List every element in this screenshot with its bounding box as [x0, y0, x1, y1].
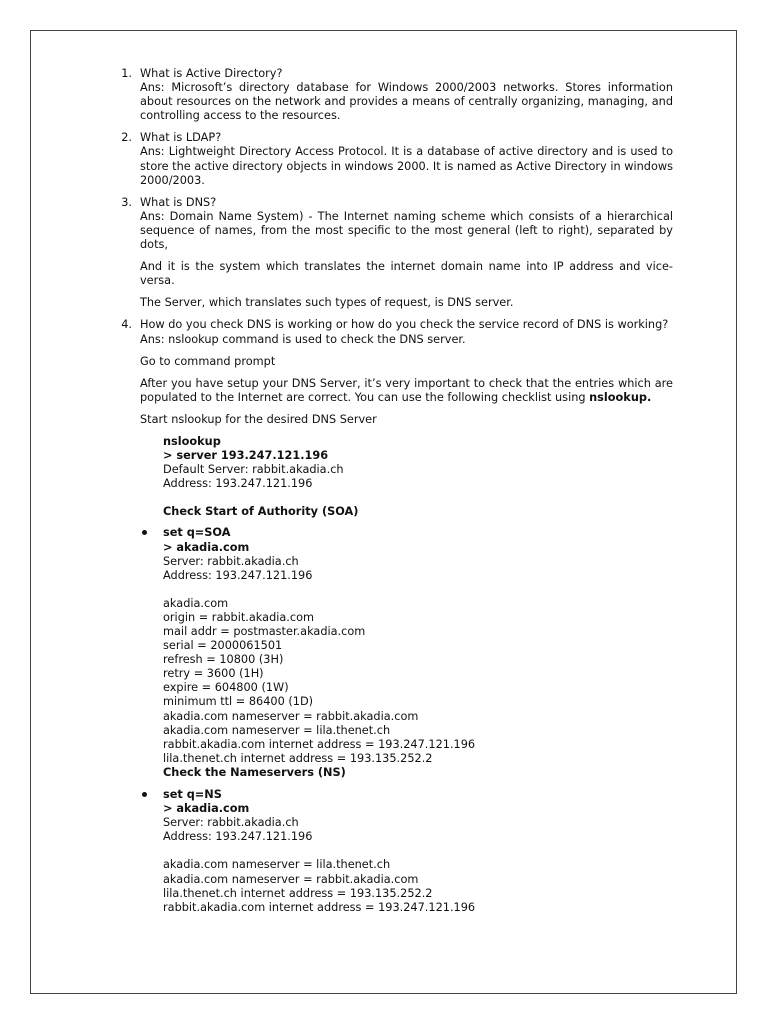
- output-line: Address: 193.247.121.196: [163, 830, 313, 844]
- command-line: set q=NS: [163, 788, 222, 802]
- question-title: What is DNS?: [140, 195, 217, 209]
- output-line: serial = 2000061501: [163, 639, 283, 653]
- output-line: akadia.com nameserver = rabbit.akadia.com: [163, 709, 419, 723]
- question-1: [112, 67, 673, 123]
- output-line: Default Server: rabbit.akadia.ch: [163, 463, 344, 477]
- question-2: [112, 131, 673, 187]
- question-4: [112, 318, 673, 914]
- command-line: > server 193.247.121.196: [163, 449, 329, 463]
- answer-text: Ans: Domain Name System) - The Internet naming scheme which consists of a hierarchical sequence of names, from the most specific to the most general (left to right), separated by dots,: [140, 209, 673, 252]
- output-line: akadia.com nameserver = lila.thenet.ch: [163, 858, 391, 872]
- command-line: > akadia.com: [163, 802, 250, 816]
- output-line: expire = 604800 (1W): [163, 681, 289, 695]
- answer-paragraph: Go to command prompt: [140, 354, 276, 368]
- answer-paragraph: Start nslookup for the desired DNS Server: [140, 412, 377, 426]
- ns-heading: Check the Nameservers (NS): [163, 765, 346, 779]
- answer-paragraph: And it is the system which translates the internet domain name into IP address and vice-versa.: [140, 260, 673, 288]
- question-number: 3.: [121, 195, 132, 209]
- answer-text: Ans: Microsoft’s directory database for Windows 2000/2003 networks. Stores information about resources on the network and provides a means of centrally organizing, managing, and controlling access to the resources.: [140, 81, 673, 123]
- output-line: akadia.com: [163, 596, 229, 610]
- answer-text: Ans: nslookup command is used to check the DNS server.: [140, 332, 466, 346]
- ns-bullet: [163, 788, 673, 915]
- output-line: lila.thenet.ch internet address = 193.135.252.2: [163, 886, 433, 900]
- bullet-icon: [142, 530, 147, 535]
- output-line: rabbit.akadia.com internet address = 193.247.121.196: [163, 900, 476, 914]
- output-line: akadia.com nameserver = rabbit.akadia.com: [163, 872, 419, 886]
- question-number: 1.: [121, 67, 132, 80]
- answer-text: Ans: Lightweight Directory Access Protocol. It is a database of active directory and is used to store the active directory objects in windows 2000. It is named as Active Directory in windows 2000/2003.: [140, 145, 673, 187]
- command-line: > akadia.com: [163, 540, 250, 554]
- command-line: nslookup: [163, 434, 221, 448]
- output-line: akadia.com nameserver = lila.thenet.ch: [163, 723, 391, 737]
- bullet-icon: [142, 792, 147, 797]
- output-line: Address: 193.247.121.196: [163, 568, 313, 582]
- soa-output-group: [163, 597, 673, 766]
- question-title: How do you check DNS is working or how do you check the service record of DNS is working?: [140, 318, 669, 332]
- output-line: refresh = 10800 (3H): [163, 653, 284, 667]
- output-line: lila.thenet.ch internet address = 193.135.252.2: [163, 751, 433, 765]
- soa-heading: Check Start of Authority (SOA): [163, 505, 359, 519]
- question-3: [112, 196, 673, 311]
- output-line: origin = rabbit.akadia.com: [163, 610, 315, 624]
- ns-output-group: [163, 816, 673, 844]
- command-line: set q=SOA: [163, 526, 231, 540]
- question-title: What is LDAP?: [140, 131, 222, 145]
- output-line: retry = 3600 (1H): [163, 667, 264, 681]
- question-number: 4.: [121, 318, 132, 332]
- soa-output-group: [163, 555, 673, 583]
- output-line: Server: rabbit.akadia.ch: [163, 816, 299, 830]
- output-line: Address: 193.247.121.196: [163, 477, 313, 491]
- output-line: minimum ttl = 86400 (1D): [163, 695, 314, 709]
- output-line: Server: rabbit.akadia.ch: [163, 554, 299, 568]
- ns-output-group: [163, 858, 673, 914]
- nslookup-block: [163, 435, 673, 915]
- setup-text: After you have setup your DNS Server, it’s very important to check that the entries which are populated to the Internet are correct. You can use the following checklist using: [140, 376, 673, 404]
- soa-bullet: [163, 526, 673, 766]
- answer-paragraph: [140, 377, 673, 405]
- setup-bold-text: nslookup.: [589, 390, 652, 404]
- output-line: rabbit.akadia.com internet address = 193.247.121.196: [163, 737, 476, 751]
- answer-paragraph: The Server, which translates such types of request, is DNS server.: [140, 296, 514, 310]
- question-title: What is Active Directory?: [140, 67, 283, 80]
- document-content: [112, 67, 673, 923]
- output-line: mail addr = postmaster.akadia.com: [163, 625, 366, 638]
- question-number: 2.: [121, 131, 132, 145]
